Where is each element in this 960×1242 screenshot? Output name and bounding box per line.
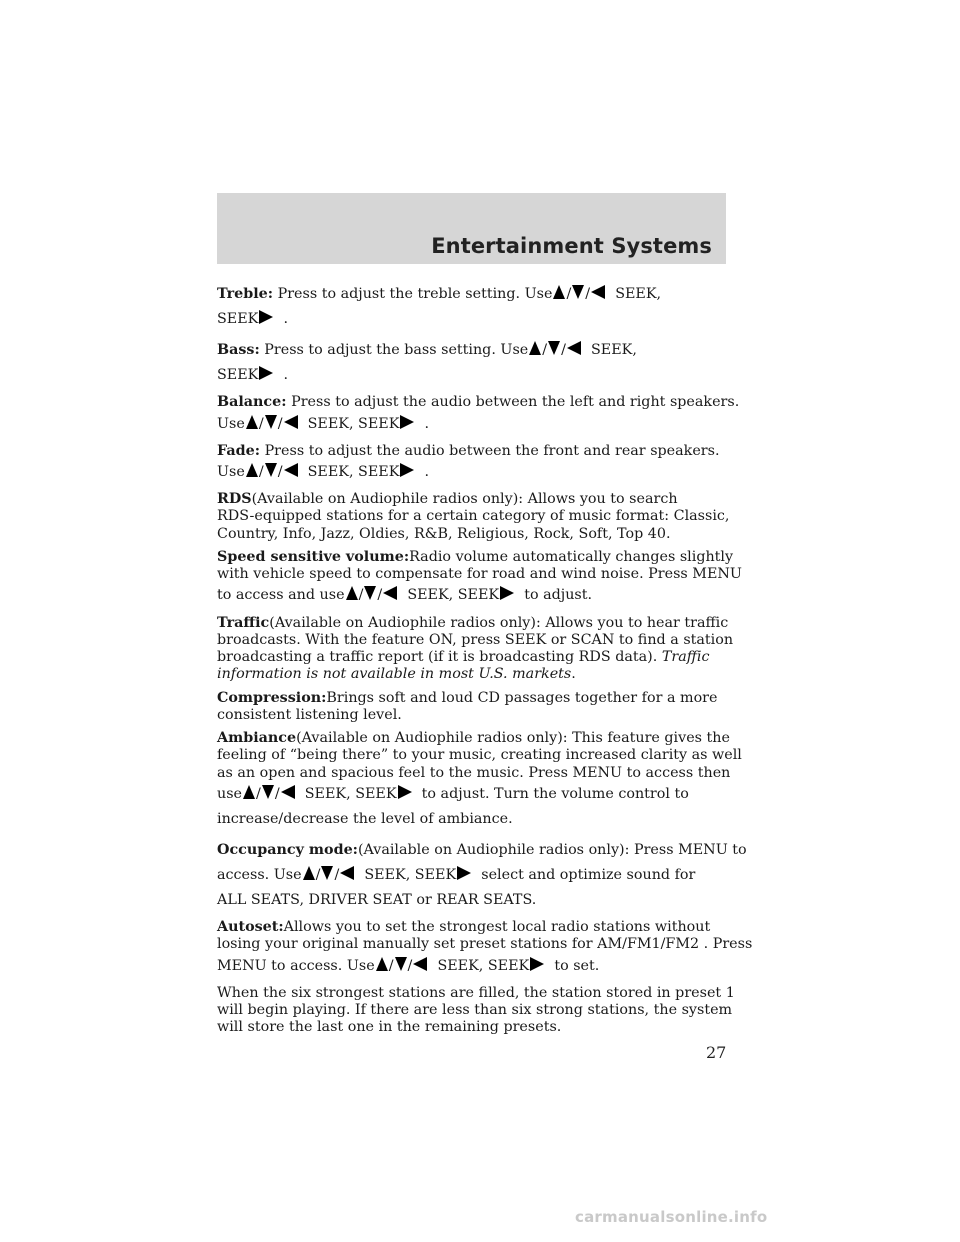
balance-label: Balance: [217,394,287,411]
compression-label: Compression: [217,689,327,706]
treble-paragraph: Treble: Press to adjust the treble setting. Use / / SEEK, SEEK . [217,286,662,327]
right-arrow-icon [258,309,274,325]
occupancy-mode-paragraph: Occupancy mode:(Available on Audiophile radios only): Press MENU to access. Use / / SEEK, SEEK select and optimize sound for ALL SEATS, DRIVER SEAT or REAR SEATS. [217,841,747,908]
up-arrow-icon [242,784,256,800]
ambiance-label: Ambiance [217,730,297,747]
down-arrow-icon [264,462,278,478]
up-arrow-icon [245,414,259,430]
rds-paragraph: RDS(Available on Audiophile radios only): Allows you to search RDS-equipped stations for a certain category of music format: Classic, Country, Info, Jazz, Oldies, R&B, Religious, Rock, Soft, Top 40. [217,491,730,542]
left-arrow-icon [590,284,606,300]
down-arrow-icon [394,956,408,972]
autoset-label: Autoset: [217,919,284,936]
right-arrow-icon [399,462,415,478]
left-arrow-icon [382,585,398,601]
balance-paragraph: Balance: Press to adjust the audio between the left and right speakers. Use / / SEEK, SEEK . [217,394,740,432]
up-arrow-icon [345,585,359,601]
ambiance-paragraph: Ambiance(Available on Audiophile radios only): This feature gives the feeling of “being there” to your music, creating increased clarity as well as an open and spacious feel to the music. Press MENU to access then use / / SEEK, SEEK to adjust. Turn the volume control to increase/decrease the level of ambiance. [217,730,742,827]
right-arrow-icon [529,956,545,972]
down-arrow-icon [571,284,585,300]
bass-text: Press to adjust the bass setting. Use [264,342,529,359]
down-arrow-icon [264,414,278,430]
left-arrow-icon [566,340,582,356]
page-content [217,282,753,1043]
bass-paragraph: Bass: Press to adjust the bass setting. Use / / SEEK, SEEK . [217,342,637,384]
speed-sensitive-volume-paragraph: Speed sensitive volume:Radio volume automatically changes slightly with vehicle speed to compensate for road and wind noise. Press MENU to access and use / / SEEK, SEEK to adjust. [217,548,742,604]
fade-paragraph: Fade: Press to adjust the audio between the front and rear speakers. Use / / SEEK, SEEK . [217,442,720,480]
up-arrow-icon [375,956,389,972]
compression-paragraph: Compression:Brings soft and loud CD passages together for a more consistent listening level. [217,689,718,723]
bass-label: Bass: [217,342,260,359]
rds-label: RDS [217,491,252,508]
right-arrow-icon [397,784,413,800]
left-arrow-icon [280,784,296,800]
autoset-paragraph: Autoset:Allows you to set the strongest local radio stations without losing your original manually set preset stations for AM/FM1/FM2 . Press MENU to access. Use / / SEEK, SEEK to set. [217,919,753,974]
treble-text: Press to adjust the treble setting. Use [277,286,553,302]
right-arrow-icon [258,365,274,381]
right-arrow-icon [399,414,415,430]
down-arrow-icon [363,585,377,601]
right-arrow-icon [456,865,472,881]
left-arrow-icon [412,956,428,972]
page-header-title: Entertainment Systems [431,234,712,258]
up-arrow-icon [528,340,542,356]
down-arrow-icon [547,340,561,356]
down-arrow-icon [320,865,334,881]
right-arrow-icon [499,585,515,601]
up-arrow-icon [302,865,316,881]
down-arrow-icon [261,784,275,800]
traffic-label: Traffic [217,614,270,631]
watermark: carmanualsonline.info [575,1208,768,1226]
left-arrow-icon [283,414,299,430]
page-number: 27 [706,1043,727,1062]
speed-sensitive-volume-label: Speed sensitive volume: [217,548,410,565]
fade-label: Fade: [217,442,261,459]
up-arrow-icon [552,284,566,300]
header-band [217,193,726,264]
traffic-paragraph: Traffic(Available on Audiophile radios only): Allows you to hear traffic broadcasts. With the feature ON, press SEEK or SCAN to find a station broadcasting a traffic report (if it is broadcasting RDS data). Traffic information is not available in most U.S. markets. [217,614,734,683]
left-arrow-icon [283,462,299,478]
occupancy-mode-label: Occupancy mode: [217,841,358,858]
treble-label: Treble: [217,286,274,302]
up-arrow-icon [245,462,259,478]
final-paragraph: When the six strongest stations are filled, the station stored in preset 1 will begin playing. If there are less than six strong stations, the system will store the last one in the remaining presets. [217,984,735,1036]
left-arrow-icon [339,865,355,881]
